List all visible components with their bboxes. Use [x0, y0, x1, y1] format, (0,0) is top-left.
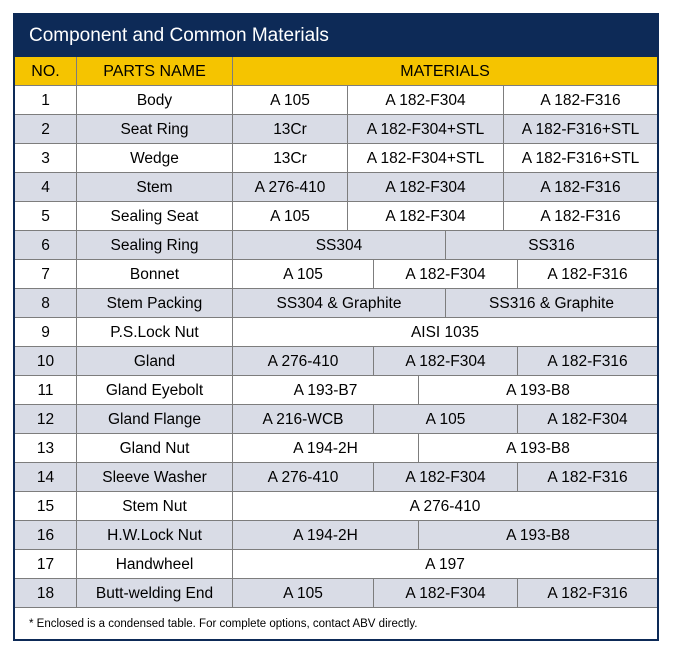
- header-no: NO.: [15, 57, 77, 86]
- material-cell: A 182-F304+STL: [348, 115, 504, 144]
- row-number: 16: [15, 521, 77, 550]
- material-cell: A 182-F304: [374, 260, 518, 289]
- part-name: Stem Packing: [77, 289, 233, 318]
- row-number: 8: [15, 289, 77, 318]
- materials-table-panel: [13, 13, 659, 641]
- material-cell: SS316: [446, 231, 657, 260]
- part-name: Body: [77, 86, 233, 115]
- material-cell: A 182-F316: [504, 86, 657, 115]
- material-cell: A 182-F316+STL: [504, 115, 657, 144]
- material-cell: A 276-410: [233, 463, 374, 492]
- material-cell: A 194-2H: [233, 434, 419, 463]
- material-cell: A 216-WCB: [233, 405, 374, 434]
- material-cell: A 105: [374, 405, 518, 434]
- material-cell: 13Cr: [233, 115, 348, 144]
- material-cell: A 182-F304: [374, 579, 518, 608]
- part-name: Seat Ring: [77, 115, 233, 144]
- material-cell: A 194-2H: [233, 521, 419, 550]
- material-cell: A 182-F316: [504, 173, 657, 202]
- part-name: Handwheel: [77, 550, 233, 579]
- material-cell: A 276-410: [233, 347, 374, 376]
- material-cell: SS316 & Graphite: [446, 289, 657, 318]
- part-name: Stem Nut: [77, 492, 233, 521]
- material-cell: A 182-F304: [518, 405, 657, 434]
- material-cell: A 193-B8: [419, 434, 657, 463]
- material-cell: A 182-F316: [518, 463, 657, 492]
- material-cell: A 193-B7: [233, 376, 419, 405]
- material-cell: A 193-B8: [419, 376, 657, 405]
- material-cell: A 182-F304+STL: [348, 144, 504, 173]
- material-cell: A 182-F304: [348, 173, 504, 202]
- part-name: Sealing Seat: [77, 202, 233, 231]
- row-number: 7: [15, 260, 77, 289]
- part-name: Gland Eyebolt: [77, 376, 233, 405]
- part-name: Wedge: [77, 144, 233, 173]
- material-cell: A 182-F304: [348, 202, 504, 231]
- material-cell: A 105: [233, 579, 374, 608]
- part-name: Gland Flange: [77, 405, 233, 434]
- header-materials: MATERIALS: [233, 57, 657, 86]
- material-cell: A 276-410: [233, 173, 348, 202]
- part-name: H.W.Lock Nut: [77, 521, 233, 550]
- material-cell: A 182-F316: [518, 579, 657, 608]
- part-name: Gland Nut: [77, 434, 233, 463]
- material-cell: A 105: [233, 86, 348, 115]
- material-cell: 13Cr: [233, 144, 348, 173]
- row-number: 10: [15, 347, 77, 376]
- row-number: 18: [15, 579, 77, 608]
- row-number: 1: [15, 86, 77, 115]
- part-name: Gland: [77, 347, 233, 376]
- material-cell: A 182-F316: [518, 347, 657, 376]
- row-number: 3: [15, 144, 77, 173]
- material-cell: A 276-410: [233, 492, 657, 521]
- part-name: Bonnet: [77, 260, 233, 289]
- row-number: 9: [15, 318, 77, 347]
- material-cell: SS304 & Graphite: [233, 289, 446, 318]
- part-name: Butt-welding End: [77, 579, 233, 608]
- header-parts-name: PARTS NAME: [77, 57, 233, 86]
- row-number: 4: [15, 173, 77, 202]
- footnote: * Enclosed is a condensed table. For complete options, contact ABV directly.: [29, 618, 418, 630]
- part-name: P.S.Lock Nut: [77, 318, 233, 347]
- material-cell: A 105: [233, 202, 348, 231]
- part-name: Stem: [77, 173, 233, 202]
- row-number: 5: [15, 202, 77, 231]
- material-cell: A 193-B8: [419, 521, 657, 550]
- row-number: 2: [15, 115, 77, 144]
- row-number: 17: [15, 550, 77, 579]
- part-name: Sleeve Washer: [77, 463, 233, 492]
- material-cell: SS304: [233, 231, 446, 260]
- row-number: 11: [15, 376, 77, 405]
- row-number: 15: [15, 492, 77, 521]
- material-cell: A 197: [233, 550, 657, 579]
- material-cell: A 182-F316: [504, 202, 657, 231]
- table-title: Component and Common Materials: [15, 15, 657, 57]
- material-cell: A 182-F304: [374, 463, 518, 492]
- material-cell: A 182-F316+STL: [504, 144, 657, 173]
- material-cell: A 182-F304: [348, 86, 504, 115]
- row-number: 13: [15, 434, 77, 463]
- part-name: Sealing Ring: [77, 231, 233, 260]
- material-cell: AISI 1035: [233, 318, 657, 347]
- row-number: 14: [15, 463, 77, 492]
- material-cell: A 182-F304: [374, 347, 518, 376]
- row-number: 12: [15, 405, 77, 434]
- material-cell: A 105: [233, 260, 374, 289]
- material-cell: A 182-F316: [518, 260, 657, 289]
- row-number: 6: [15, 231, 77, 260]
